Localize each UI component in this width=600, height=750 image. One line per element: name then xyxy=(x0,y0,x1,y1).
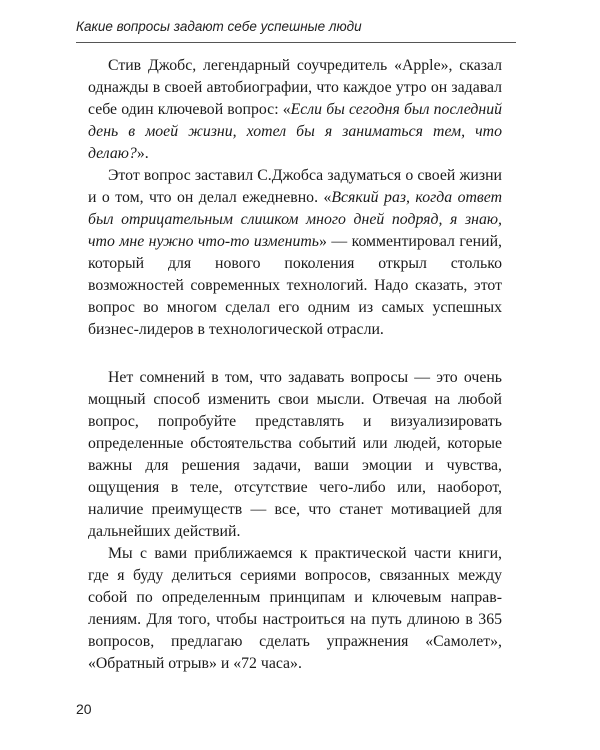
text-run: Нет сомнений в том, что задавать вопросы — это очень мощный способ изменить свои мысли. Отвечая на любой вопрос, попробуйте представлять и визуализировать определенные обстоятельства событий или людей, которые важны для решения задачи, ваши эмоции и чувства, ощущения в теле, отсутствие чего-либо или, наоборот, наличие преимуществ — все, что станет мотивацией для дальнейших действий. xyxy=(88,369,502,540)
text-run: » — комментировал гений, который для нового поколения открыл столько возможностей современных технологий. Надо сказать, этот вопрос во многом сделал его одним из самых успешных бизнес-лидеров в технологической отрасли. xyxy=(88,233,502,338)
paragraph-jobs-quote xyxy=(88,55,502,165)
header-rule xyxy=(76,42,516,43)
text-run: Мы с вами приближаемся к практической части книги, где я буду делиться сериями вопросов, связанных между собой по определенным принципам и ключевым направлениям. Для того, чтобы настроиться на путь длиною в 365 вопросов, предлагаю сделать упражнения «Самолет», «Обратный отрыв» и «72 часа». xyxy=(88,545,502,672)
italic-quote: Всякий раз, когда ответ был отрицательным слишком много дней подряд, я знаю, что мне нужно что-то изменить xyxy=(88,189,502,250)
paragraph-jobs-reflection xyxy=(88,165,502,341)
paragraph-asking-questions xyxy=(88,367,502,543)
text-run: Стив Джобс, легендарный соучредитель «Apple», сказал однажды в своей автобиографии, что каждое утро он задавал себе один ключевой вопрос: « xyxy=(88,57,502,118)
running-header: Какие вопросы задают себе успешные люди xyxy=(76,19,362,34)
paragraph-practical-part xyxy=(88,543,502,675)
text-run: Этот вопрос заставил С.Джобса задуматься о своей жизни и о том, что он делал ежедневно. « xyxy=(88,167,502,206)
italic-quote: Если бы сегодня был последний день в моей жизни, хотел бы я заниматься тем, что делаю? xyxy=(88,101,502,162)
body-text xyxy=(88,55,502,675)
text-run: ». xyxy=(136,145,149,162)
page-number: 20 xyxy=(76,701,92,717)
